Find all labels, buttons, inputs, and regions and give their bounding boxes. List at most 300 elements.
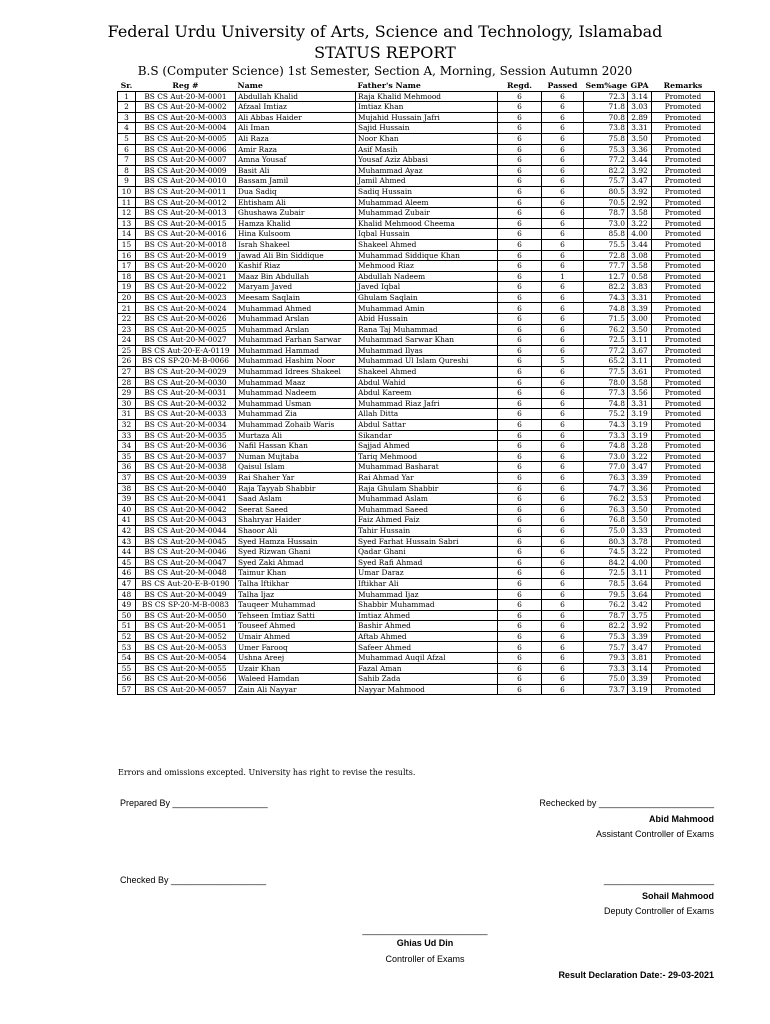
cell-semage: 82.2: [584, 621, 628, 632]
cell-passed: 6: [542, 250, 584, 261]
cell-father: Ghulam Saqlain: [356, 292, 498, 303]
cell-semage: 78.0: [584, 377, 628, 388]
deputy-name: Sohail Mahmood: [642, 891, 714, 901]
cell-gpa: 3.22: [628, 451, 652, 462]
cell-sr: 2: [118, 102, 136, 113]
table-row: [118, 451, 715, 462]
cell-remarks: Promoted: [652, 653, 715, 664]
cell-father: Raja Ghulam Shabbir: [356, 483, 498, 494]
cell-sr: 4: [118, 123, 136, 134]
cell-semage: 74.8: [584, 303, 628, 314]
cell-father: Iftikhar Ali: [356, 578, 498, 589]
cell-remarks: Promoted: [652, 314, 715, 325]
cell-semage: 75.5: [584, 239, 628, 250]
cell-passed: 6: [542, 144, 584, 155]
cell-father: Sajjad Ahmed: [356, 441, 498, 452]
cell-passed: 6: [542, 133, 584, 144]
cell-passed: 6: [542, 557, 584, 568]
cell-regd: 6: [498, 642, 542, 653]
cell-regd: 6: [498, 165, 542, 176]
cell-remarks: Promoted: [652, 144, 715, 155]
cell-name: Ghushawa Zubair: [236, 208, 356, 219]
cell-semage: 75.0: [584, 674, 628, 685]
cell-semage: 76.2: [584, 324, 628, 335]
cell-reg: BS CS Aut-20-M-0021: [136, 271, 236, 282]
disclaimer-note: Errors and omissions excepted. University has right to revise the results.: [118, 768, 416, 777]
cell-semage: 75.7: [584, 642, 628, 653]
cell-sr: 36: [118, 462, 136, 473]
cell-reg: BS CS Aut-20-M-0034: [136, 420, 236, 431]
cell-name: Muhammad Arslan: [236, 324, 356, 335]
cell-remarks: Promoted: [652, 631, 715, 642]
cell-gpa: 3.39: [628, 472, 652, 483]
cell-gpa: 3.36: [628, 144, 652, 155]
cell-remarks: Promoted: [652, 621, 715, 632]
cell-regd: 6: [498, 589, 542, 600]
cell-reg: BS CS SP-20-M-B-0083: [136, 600, 236, 611]
cell-semage: 77.3: [584, 388, 628, 399]
deputy-signature-line: ______________________: [603, 875, 714, 885]
cell-gpa: 3.22: [628, 218, 652, 229]
cell-gpa: 3.11: [628, 568, 652, 579]
cell-name: Amir Raza: [236, 144, 356, 155]
cell-reg: BS CS Aut-20-M-0040: [136, 483, 236, 494]
table-row: [118, 589, 715, 600]
cell-remarks: Promoted: [652, 525, 715, 536]
cell-regd: 6: [498, 621, 542, 632]
cell-passed: 6: [542, 600, 584, 611]
cell-regd: 6: [498, 133, 542, 144]
cell-name: Muhammad Nadeem: [236, 388, 356, 399]
cell-passed: 6: [542, 123, 584, 134]
table-row: [118, 208, 715, 219]
cell-passed: 6: [542, 197, 584, 208]
cell-father: Iqbal Hussain: [356, 229, 498, 240]
table-row: [118, 271, 715, 282]
col-header-sr: Sr.: [120, 81, 133, 91]
cell-sr: 23: [118, 324, 136, 335]
cell-passed: 6: [542, 335, 584, 346]
table-row: [118, 335, 715, 346]
cell-semage: 73.3: [584, 430, 628, 441]
cell-remarks: Promoted: [652, 91, 715, 102]
cell-father: Syed Rafi Ahmad: [356, 557, 498, 568]
cell-passed: 6: [542, 441, 584, 452]
cell-name: Uzair Khan: [236, 663, 356, 674]
cell-sr: 44: [118, 547, 136, 558]
cell-sr: 45: [118, 557, 136, 568]
cell-passed: 6: [542, 176, 584, 187]
cell-sr: 42: [118, 525, 136, 536]
cell-semage: 78.7: [584, 208, 628, 219]
cell-semage: 73.8: [584, 123, 628, 134]
cell-sr: 29: [118, 388, 136, 399]
cell-father: Shakeel Ahmed: [356, 239, 498, 250]
cell-semage: 74.5: [584, 547, 628, 558]
cell-remarks: Promoted: [652, 472, 715, 483]
cell-reg: BS CS Aut-20-M-0053: [136, 642, 236, 653]
cell-gpa: 3.83: [628, 282, 652, 293]
table-row: [118, 314, 715, 325]
cell-passed: 6: [542, 494, 584, 505]
cell-regd: 6: [498, 292, 542, 303]
cell-sr: 56: [118, 674, 136, 685]
cell-reg: BS CS Aut-20-M-0052: [136, 631, 236, 642]
cell-sr: 28: [118, 377, 136, 388]
university-name: Federal Urdu University of Arts, Science and Technology, Islamabad: [107, 22, 663, 41]
cell-regd: 6: [498, 208, 542, 219]
cell-gpa: 0.58: [628, 271, 652, 282]
cell-semage: 84.2: [584, 557, 628, 568]
cell-sr: 8: [118, 165, 136, 176]
cell-regd: 6: [498, 494, 542, 505]
cell-regd: 6: [498, 568, 542, 579]
cell-reg: BS CS Aut-20-M-0013: [136, 208, 236, 219]
cell-semage: 74.7: [584, 483, 628, 494]
cell-reg: BS CS Aut-20-M-0049: [136, 589, 236, 600]
cell-sr: 27: [118, 367, 136, 378]
cell-passed: 6: [542, 684, 584, 695]
cell-name: Abdullah Khalid: [236, 91, 356, 102]
cell-gpa: 3.39: [628, 303, 652, 314]
table-row: [118, 377, 715, 388]
cell-remarks: Promoted: [652, 208, 715, 219]
cell-gpa: 3.28: [628, 441, 652, 452]
report-title: STATUS REPORT: [314, 43, 456, 62]
cell-father: Muhammad Basharat: [356, 462, 498, 473]
cell-semage: 77.2: [584, 345, 628, 356]
cell-regd: 6: [498, 483, 542, 494]
cell-remarks: Promoted: [652, 430, 715, 441]
cell-gpa: 3.36: [628, 483, 652, 494]
cell-semage: 72.8: [584, 250, 628, 261]
cell-semage: 74.8: [584, 441, 628, 452]
cell-sr: 41: [118, 515, 136, 526]
cell-name: Muhammad Hashim Noor: [236, 356, 356, 367]
cell-remarks: Promoted: [652, 239, 715, 250]
col-header-passed: Passed: [547, 81, 578, 91]
cell-sr: 37: [118, 472, 136, 483]
cell-remarks: Promoted: [652, 303, 715, 314]
table-row: [118, 483, 715, 494]
cell-sr: 13: [118, 218, 136, 229]
table-row: [118, 674, 715, 685]
cell-name: Seerat Saeed: [236, 504, 356, 515]
cell-father: Sajid Hussain: [356, 123, 498, 134]
cell-gpa: 3.44: [628, 155, 652, 166]
cell-gpa: 3.31: [628, 398, 652, 409]
cell-name: Muhammad Arslan: [236, 314, 356, 325]
table-row: [118, 324, 715, 335]
cell-reg: BS CS Aut-20-M-0009: [136, 165, 236, 176]
table-row: [118, 420, 715, 431]
cell-regd: 6: [498, 610, 542, 621]
cell-name: Muhammad Zia: [236, 409, 356, 420]
cell-reg: BS CS Aut-20-M-0051: [136, 621, 236, 632]
report-subtitle: B.S (Computer Science) 1st Semester, Section A, Morning, Session Autumn 2020: [137, 64, 633, 78]
cell-sr: 22: [118, 314, 136, 325]
cell-father: Imtiaz Khan: [356, 102, 498, 113]
cell-regd: 6: [498, 91, 542, 102]
cell-gpa: 3.47: [628, 642, 652, 653]
table-row: [118, 642, 715, 653]
cell-father: Faiz Ahmed Faiz: [356, 515, 498, 526]
cell-reg: BS CS Aut-20-M-0025: [136, 324, 236, 335]
cell-father: Mujahid Hussain Jafri: [356, 112, 498, 123]
cell-name: Qaisul Islam: [236, 462, 356, 473]
cell-remarks: Promoted: [652, 229, 715, 240]
cell-remarks: Promoted: [652, 409, 715, 420]
table-row: [118, 239, 715, 250]
table-row: [118, 282, 715, 293]
cell-regd: 6: [498, 367, 542, 378]
cell-reg: BS CS Aut-20-M-0038: [136, 462, 236, 473]
cell-remarks: Promoted: [652, 441, 715, 452]
cell-name: Numan Mujtaba: [236, 451, 356, 462]
cell-passed: 6: [542, 589, 584, 600]
cell-semage: 74.8: [584, 398, 628, 409]
cell-semage: 74.3: [584, 420, 628, 431]
cell-gpa: 3.50: [628, 515, 652, 526]
cell-gpa: 3.75: [628, 610, 652, 621]
cell-name: Ali Abbas Haider: [236, 112, 356, 123]
table-row: [118, 261, 715, 272]
checker-name: Abid Mahmood: [649, 814, 714, 824]
cell-regd: 6: [498, 388, 542, 399]
cell-remarks: Promoted: [652, 292, 715, 303]
cell-regd: 6: [498, 536, 542, 547]
cell-remarks: Promoted: [652, 504, 715, 515]
cell-name: Bassam Jamil: [236, 176, 356, 187]
cell-father: Rana Taj Muhammad: [356, 324, 498, 335]
checked-by: Checked By ___________________: [120, 875, 267, 885]
cell-remarks: Promoted: [652, 218, 715, 229]
cell-regd: 6: [498, 239, 542, 250]
cell-gpa: 3.61: [628, 367, 652, 378]
cell-name: Umer Farooq: [236, 642, 356, 653]
cell-name: Meesam Saqlain: [236, 292, 356, 303]
cell-father: Qadar Ghani: [356, 547, 498, 558]
table-row: [118, 133, 715, 144]
cell-father: Syed Farhat Hussain Sabri: [356, 536, 498, 547]
table-row: [118, 536, 715, 547]
cell-name: Ehtisham Ali: [236, 197, 356, 208]
cell-gpa: 3.39: [628, 631, 652, 642]
cell-remarks: Promoted: [652, 165, 715, 176]
cell-name: Jawad Ali Bin Siddique: [236, 250, 356, 261]
cell-name: Maryam Javed: [236, 282, 356, 293]
cell-sr: 15: [118, 239, 136, 250]
cell-sr: 40: [118, 504, 136, 515]
cell-father: Sikandar: [356, 430, 498, 441]
cell-father: Fazal Aman: [356, 663, 498, 674]
cell-sr: 17: [118, 261, 136, 272]
cell-passed: 6: [542, 367, 584, 378]
cell-regd: 6: [498, 398, 542, 409]
table-row: [118, 102, 715, 113]
cell-passed: 6: [542, 409, 584, 420]
table-row: [118, 197, 715, 208]
cell-sr: 54: [118, 653, 136, 664]
cell-father: Mehmood Riaz: [356, 261, 498, 272]
cell-remarks: Promoted: [652, 388, 715, 399]
col-header-father: Father's Name: [357, 81, 421, 91]
cell-name: Ali Raza: [236, 133, 356, 144]
cell-regd: 6: [498, 462, 542, 473]
cell-father: Jamil Ahmed: [356, 176, 498, 187]
table-row: [118, 525, 715, 536]
cell-remarks: Promoted: [652, 420, 715, 431]
cell-sr: 34: [118, 441, 136, 452]
cell-father: Allah Ditta: [356, 409, 498, 420]
cell-reg: BS CS Aut-20-M-0015: [136, 218, 236, 229]
cell-reg: BS CS Aut-20-M-0016: [136, 229, 236, 240]
cell-regd: 6: [498, 515, 542, 526]
controller-title: Controller of Exams: [385, 954, 465, 964]
cell-reg: BS CS Aut-20-M-0022: [136, 282, 236, 293]
table-row: [118, 165, 715, 176]
cell-reg: BS CS Aut-20-M-0029: [136, 367, 236, 378]
table-row: [118, 578, 715, 589]
cell-regd: 6: [498, 547, 542, 558]
cell-sr: 5: [118, 133, 136, 144]
cell-sr: 39: [118, 494, 136, 505]
cell-reg: BS CS Aut-20-M-0007: [136, 155, 236, 166]
cell-father: Raja Khalid Mehmood: [356, 91, 498, 102]
cell-remarks: Promoted: [652, 345, 715, 356]
cell-remarks: Promoted: [652, 102, 715, 113]
cell-reg: BS CS Aut-20-M-0020: [136, 261, 236, 272]
cell-passed: 6: [542, 282, 584, 293]
cell-gpa: 3.08: [628, 250, 652, 261]
cell-father: Sadiq Hussain: [356, 186, 498, 197]
table-row: [118, 430, 715, 441]
cell-reg: BS CS Aut-20-M-0010: [136, 176, 236, 187]
cell-semage: 70.5: [584, 197, 628, 208]
cell-semage: 72.5: [584, 568, 628, 579]
cell-semage: 76.2: [584, 494, 628, 505]
cell-sr: 6: [118, 144, 136, 155]
cell-passed: 6: [542, 610, 584, 621]
cell-name: Tehseen Imtiaz Satti: [236, 610, 356, 621]
table-row: [118, 155, 715, 166]
cell-father: Yousaf Aziz Abbasi: [356, 155, 498, 166]
cell-regd: 6: [498, 282, 542, 293]
table-row: [118, 176, 715, 187]
checker-title: Assistant Controller of Exams: [595, 829, 714, 839]
cell-passed: 6: [542, 483, 584, 494]
cell-passed: 6: [542, 218, 584, 229]
cell-father: Umar Daraz: [356, 568, 498, 579]
cell-sr: 10: [118, 186, 136, 197]
table-row: [118, 568, 715, 579]
cell-reg: BS CS Aut-20-M-0003: [136, 112, 236, 123]
cell-passed: 6: [542, 112, 584, 123]
cell-regd: 6: [498, 261, 542, 272]
cell-sr: 35: [118, 451, 136, 462]
cell-name: Waleed Hamdan: [236, 674, 356, 685]
cell-name: Muhammad Usman: [236, 398, 356, 409]
cell-semage: 75.2: [584, 409, 628, 420]
cell-father: Abdul Kareem: [356, 388, 498, 399]
cell-father: Abdul Wahid: [356, 377, 498, 388]
cell-name: Ushna Areej: [236, 653, 356, 664]
cell-semage: 79.3: [584, 653, 628, 664]
cell-remarks: Promoted: [652, 462, 715, 473]
cell-remarks: Promoted: [652, 674, 715, 685]
cell-passed: 6: [542, 547, 584, 558]
cell-sr: 52: [118, 631, 136, 642]
cell-passed: 6: [542, 155, 584, 166]
cell-regd: 6: [498, 144, 542, 155]
cell-semage: 75.0: [584, 525, 628, 536]
cell-passed: 6: [542, 91, 584, 102]
cell-passed: 6: [542, 578, 584, 589]
cell-reg: BS CS Aut-20-M-0042: [136, 504, 236, 515]
cell-regd: 6: [498, 663, 542, 674]
cell-regd: 6: [498, 218, 542, 229]
cell-passed: 6: [542, 314, 584, 325]
cell-semage: 77.5: [584, 367, 628, 378]
cell-semage: 75.3: [584, 631, 628, 642]
cell-passed: 6: [542, 377, 584, 388]
cell-gpa: 3.92: [628, 621, 652, 632]
table-row: [118, 653, 715, 664]
cell-gpa: 3.92: [628, 165, 652, 176]
table-row: [118, 398, 715, 409]
prepared-by: Prepared By ___________________: [120, 798, 268, 808]
cell-gpa: 3.19: [628, 409, 652, 420]
rechecked-by: Rechecked by _______________________: [539, 798, 714, 808]
cell-semage: 80.5: [584, 186, 628, 197]
cell-regd: 6: [498, 441, 542, 452]
cell-semage: 73.3: [584, 663, 628, 674]
table-row: [118, 684, 715, 695]
cell-name: Saad Aslam: [236, 494, 356, 505]
cell-semage: 85.8: [584, 229, 628, 240]
table-row: [118, 112, 715, 123]
cell-semage: 70.8: [584, 112, 628, 123]
cell-passed: 6: [542, 398, 584, 409]
cell-father: Khalid Mehmood Cheema: [356, 218, 498, 229]
cell-reg: BS CS Aut-20-M-0004: [136, 123, 236, 134]
cell-father: Nayyar Mahmood: [356, 684, 498, 695]
cell-sr: 50: [118, 610, 136, 621]
cell-father: Bashir Ahmed: [356, 621, 498, 632]
cell-name: Muhammad Zohaib Waris: [236, 420, 356, 431]
cell-gpa: 4.00: [628, 557, 652, 568]
table-row: [118, 631, 715, 642]
cell-semage: 73.0: [584, 451, 628, 462]
cell-semage: 72.5: [584, 335, 628, 346]
cell-reg: BS CS Aut-20-M-0041: [136, 494, 236, 505]
table-row: [118, 621, 715, 632]
cell-passed: 6: [542, 525, 584, 536]
cell-semage: 78.5: [584, 578, 628, 589]
cell-regd: 6: [498, 303, 542, 314]
cell-passed: 6: [542, 515, 584, 526]
cell-father: Abdul Sattar: [356, 420, 498, 431]
cell-remarks: Promoted: [652, 271, 715, 282]
cell-passed: 6: [542, 186, 584, 197]
cell-name: Maaz Bin Abdullah: [236, 271, 356, 282]
cell-gpa: 3.03: [628, 102, 652, 113]
cell-father: Tahir Hussain: [356, 525, 498, 536]
cell-name: Amna Yousaf: [236, 155, 356, 166]
cell-remarks: Promoted: [652, 186, 715, 197]
cell-sr: 32: [118, 420, 136, 431]
table-row: [118, 494, 715, 505]
